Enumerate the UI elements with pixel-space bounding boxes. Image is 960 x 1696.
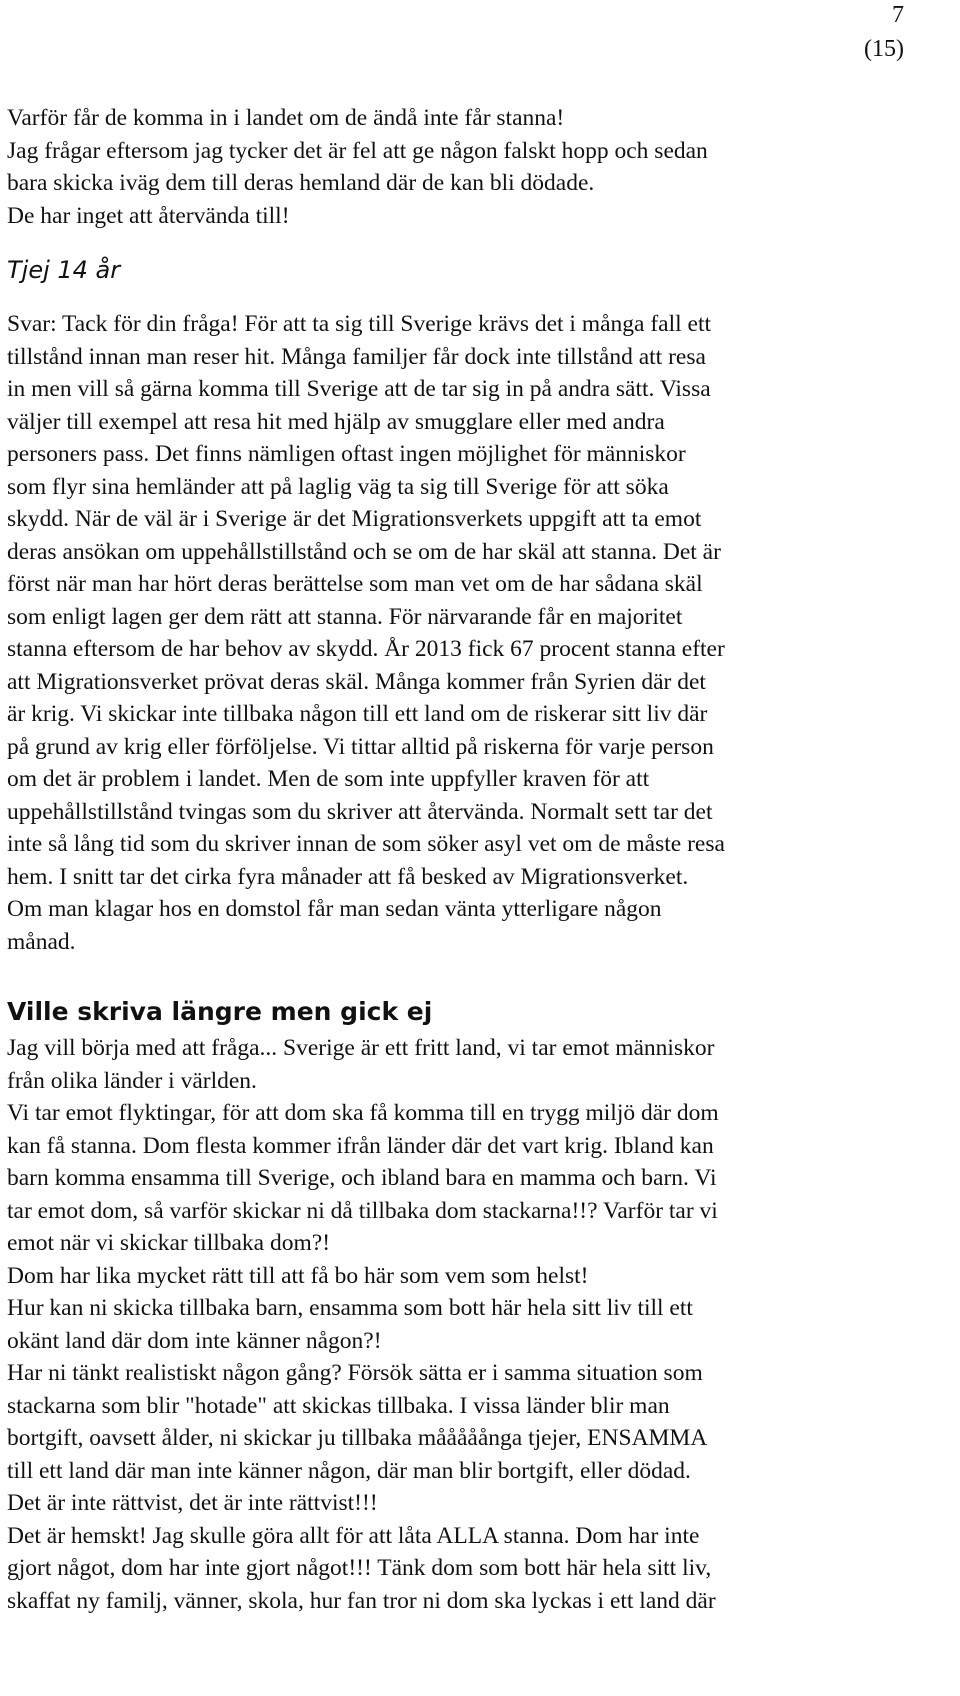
document-body: [7, 102, 957, 1617]
question-2-line: barn komma ensamma till Sverige, och ibland bara en mamma och barn. Vi: [7, 1165, 717, 1191]
answer-1-line: på grund av krig eller förföljelse. Vi tittar alltid på riskerna för varje person: [7, 733, 714, 760]
question-2-line: till ett land där man inte känner någon, där man blir bortgift, eller dödad.: [7, 1457, 691, 1484]
answer-1-line: tillstånd innan man reser hit. Många familjer får dock inte tillstånd att resa: [7, 343, 706, 370]
question-1-signature: Tjej 14 år: [7, 256, 121, 284]
question-2-heading: Ville skriva längre men gick ej: [7, 997, 433, 1026]
page-number-current: 7: [892, 2, 904, 28]
question-2-line: tar emot dom, så varför skickar ni då tillbaka dom stackarna!!? Varför tar vi: [7, 1197, 718, 1224]
answer-1-line: månad.: [7, 928, 76, 955]
answer-1-line: om det är problem i landet. Men de som inte uppfyller kraven för att: [7, 766, 650, 792]
question-2-line: Dom har lika mycket rätt till att få bo här som vem som helst!: [7, 1262, 589, 1289]
question-1: [7, 102, 957, 232]
question-2-line: från olika länder i världen.: [7, 1067, 257, 1094]
question-1-line: De har inget att återvända till!: [7, 202, 290, 229]
question-2-line: Jag vill börja med att fråga... Sverige är ett fritt land, vi tar emot människor: [7, 1035, 715, 1061]
answer-1-line: inte så lång tid som du skriver innan de som söker asyl vet om de måste resa: [7, 831, 725, 857]
question-2-line: Vi tar emot flyktingar, för att dom ska få komma till en trygg miljö där dom: [7, 1100, 719, 1126]
question-1-line: Varför får de komma in i landet om de ändå inte får stanna!: [7, 105, 565, 131]
page-number: [834, 0, 904, 66]
question-2-line: skaffat ny familj, vänner, skola, hur fan tror ni dom ska lyckas i ett land där: [7, 1587, 716, 1614]
answer-1-line: att Migrationsverket prövat deras skäl. Många kommer från Syrien där det: [7, 668, 706, 695]
question-2-line: kan få stanna. Dom flesta kommer ifrån länder där det vart krig. Ibland kan: [7, 1132, 714, 1159]
question-2-line: stackarna som blir "hotade" att skickas tillbaka. I vissa länder blir man: [7, 1392, 670, 1419]
question-2-line: gjort något, dom har inte gjort något!!! Tänk dom som bott här hela sitt liv,: [7, 1555, 712, 1581]
answer-1-line: skydd. När de väl är i Sverige är det Migrationsverkets uppgift att ta emot: [7, 506, 702, 532]
question-2-line: okänt land där dom inte känner någon?!: [7, 1327, 382, 1354]
answer-1-line: hem. I snitt tar det cirka fyra månader att få besked av Migrationsverket.: [7, 863, 689, 890]
answer-1-line: först när man har hört deras berättelse som man vet om de har sådana skäl: [7, 571, 703, 597]
question-2-line: bortgift, oavsett ålder, ni skickar ju tillbaka mååååånga tjejer, ENSAMMA: [7, 1425, 708, 1451]
question-2-line: Det är inte rättvist, det är inte rättvist!!!: [7, 1490, 378, 1516]
answer-1-line: Svar: Tack för din fråga! För att ta sig till Sverige krävs det i många fall ett: [7, 311, 712, 337]
question-1-line: Jag frågar eftersom jag tycker det är fel att ge någon falskt hopp och sedan: [7, 137, 708, 164]
answer-1-line: in men vill så gärna komma till Sverige att de tar sig in på andra sätt. Vissa: [7, 376, 711, 402]
answer-1-line: Om man klagar hos en domstol får man sedan vänta ytterligare någon: [7, 896, 662, 922]
question-2: [7, 1032, 957, 1617]
answer-1-line: stanna eftersom de har behov av skydd. År 2013 fick 67 procent stanna efter: [7, 636, 725, 662]
answer-1-line: är krig. Vi skickar inte tillbaka någon till ett land om de riskerar sitt liv där: [7, 701, 708, 727]
answer-1-line: som enligt lagen ger dem rätt att stanna. För närvarande får en majoritet: [7, 603, 683, 630]
answer-1-line: personers pass. Det finns nämligen oftast ingen möjlighet för människor: [7, 441, 686, 467]
question-2-line: Hur kan ni skicka tillbaka barn, ensamma som bott här hela sitt liv till ett: [7, 1295, 693, 1321]
question-2-line: emot när vi skickar tillbaka dom?!: [7, 1230, 331, 1256]
question-2-line: Har ni tänkt realistiskt någon gång? Försök sätta er i samma situation som: [7, 1360, 703, 1386]
answer-1-line: uppehållstillstånd tvingas som du skriver att återvända. Normalt sett tar det: [7, 798, 713, 825]
page-number-total: (15): [864, 36, 904, 62]
answer-1-line: som flyr sina hemländer att på laglig väg ta sig till Sverige för att söka: [7, 473, 669, 500]
question-2-line: Det är hemskt! Jag skulle göra allt för att låta ALLA stanna. Dom har inte: [7, 1522, 700, 1549]
answer-1-line: deras ansökan om uppehållstillstånd och se om de har skäl att stanna. Det är: [7, 538, 721, 565]
answer-1: [7, 308, 957, 958]
answer-1-line: väljer till exempel att resa hit med hjälp av smugglare eller med andra: [7, 408, 665, 435]
question-1-line: bara skicka iväg dem till deras hemland där de kan bli dödade.: [7, 170, 595, 196]
